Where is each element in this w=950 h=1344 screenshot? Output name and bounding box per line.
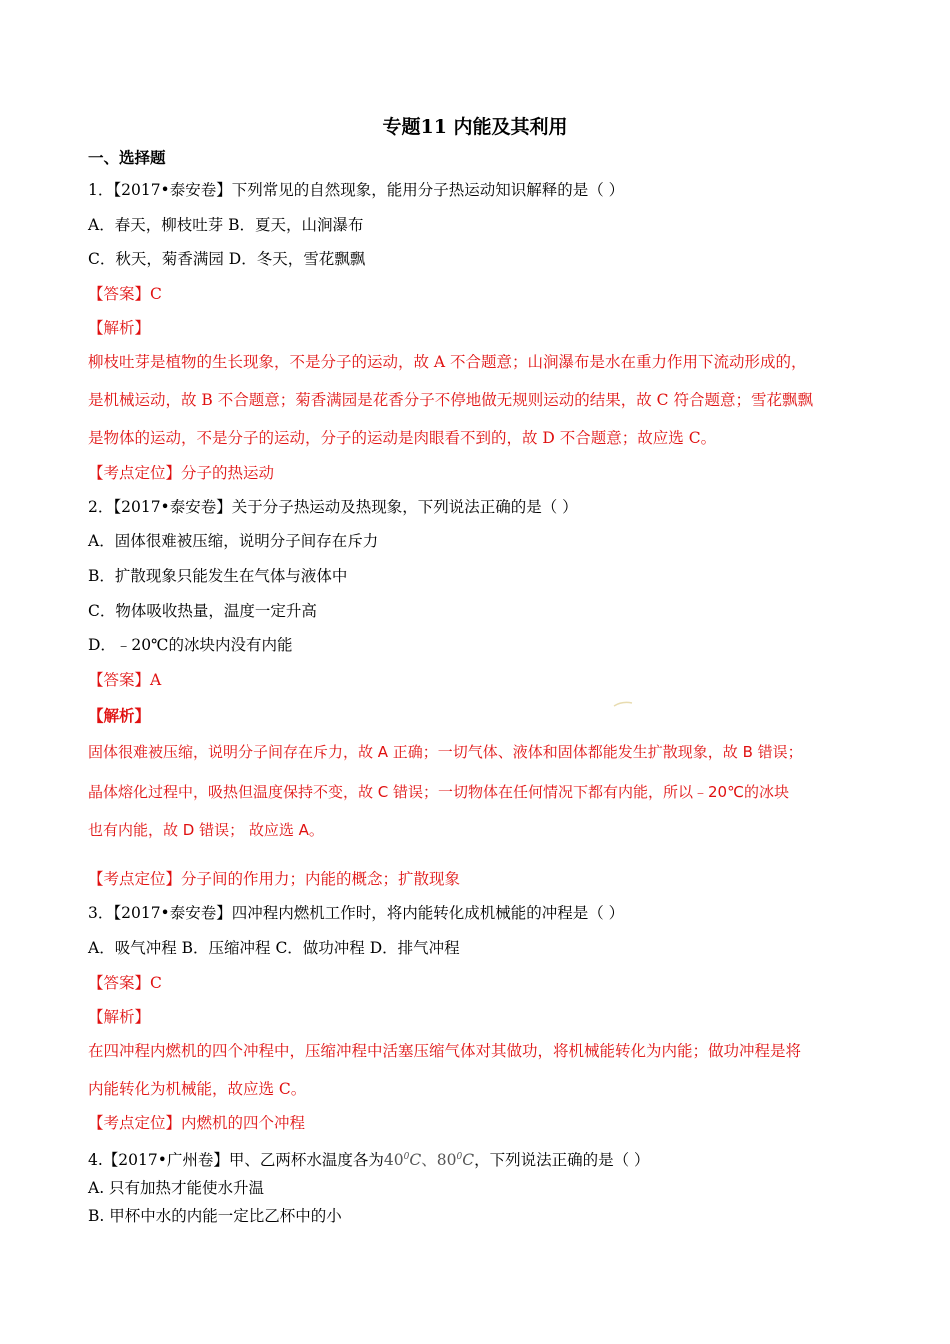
q1-analysis-line: 是机械运动，故 B 不合题意；菊香满园是花香分子不停地做无规则运动的结果，故 C 符合题意；雪花飘飘	[88, 391, 813, 409]
q4-stem-pre: 4.【2017•广州卷】甲、乙两杯水温度各为	[88, 1151, 384, 1170]
q1-analysis-line: 柳枝吐芽是植物的生长现象，不是分子的运动，故 A 不合题意；山涧瀑布是水在重力作用下流动形成的，	[88, 353, 807, 371]
q1-analysis-line: 是物体的运动，不是分子的运动，分子的运动是肉眼看不到的，故 D 不合题意；故应选 C。	[88, 429, 717, 447]
q2-analysis-line: 晶体熔化过程中，吸热但温度保持不变，故 C 错误；一切物体在任何情况下都有内能，所以﹣20℃的冰块	[88, 783, 789, 801]
q1-options-cd: C．秋天，菊香满园 D．冬天，雪花飘飘	[88, 250, 366, 268]
q3-options: A．吸气冲程 B．压缩冲程 C．做功冲程 D．排气冲程	[88, 939, 460, 957]
q4-stem-post: ，下列说法正确的是（ ）	[474, 1151, 650, 1170]
q3-point: 【考点定位】内燃机的四个冲程	[88, 1114, 306, 1132]
q4-stem	[88, 1147, 650, 1170]
q2-option: C．物体吸收热量，温度一定升高	[88, 602, 317, 620]
q2-option: D．﹣20℃的冰块内没有内能	[88, 636, 293, 654]
q2-analysis-line: 也有内能，故 D 错误； 故应选 A。	[88, 821, 324, 839]
document-title: 专题11 内能及其利用	[382, 116, 568, 138]
q4-temperature-formula: $40^0C$、$80^0C$	[383, 1151, 475, 1170]
q3-analysis-line: 内能转化为机械能，故应选 C。	[88, 1080, 307, 1098]
scan-mark-icon	[612, 700, 634, 710]
q2-analysis-line: 固体很难被压缩，说明分子间存在斥力，故 A 正确；一切气体、液体和固体都能发生扩散现象，故 B 错误；	[88, 743, 803, 761]
q1-analysis-label: 【解析】	[88, 319, 151, 337]
q4-option: A. 只有加热才能使水升温	[88, 1179, 265, 1197]
section-heading: 一、选择题	[88, 148, 166, 167]
q3-stem: 3．【2017•泰安卷】四冲程内燃机工作时，将内能转化成机械能的冲程是（ ）	[88, 904, 625, 922]
q3-answer: 【答案】C	[88, 974, 162, 992]
q2-analysis-label: 【解析】	[88, 707, 151, 725]
q3-analysis-label: 【解析】	[88, 1008, 151, 1026]
q1-answer: 【答案】C	[88, 285, 162, 303]
q1-options-ab: A．春天，柳枝吐芽 B．夏天，山涧瀑布	[88, 216, 364, 234]
q2-answer: 【答案】A	[88, 671, 162, 689]
q2-point: 【考点定位】分子间的作用力；内能的概念；扩散现象	[88, 870, 461, 888]
q2-stem: 2．【2017•泰安卷】关于分子热运动及热现象，下列说法正确的是（ ）	[88, 498, 578, 516]
q3-analysis-line: 在四冲程内燃机的四个冲程中，压缩冲程中活塞压缩气体对其做功，将机械能转化为内能；做功冲程是将	[88, 1042, 802, 1060]
q1-stem: 1．【2017•泰安卷】下列常见的自然现象，能用分子热运动知识解释的是（ ）	[88, 181, 625, 199]
q2-option: B．扩散现象只能发生在气体与液体中	[88, 567, 348, 585]
q2-option: A．固体很难被压缩，说明分子间存在斥力	[88, 532, 379, 550]
q1-point: 【考点定位】分子的热运动	[88, 464, 275, 482]
q4-option: B. 甲杯中水的内能一定比乙杯中的小	[88, 1207, 342, 1225]
